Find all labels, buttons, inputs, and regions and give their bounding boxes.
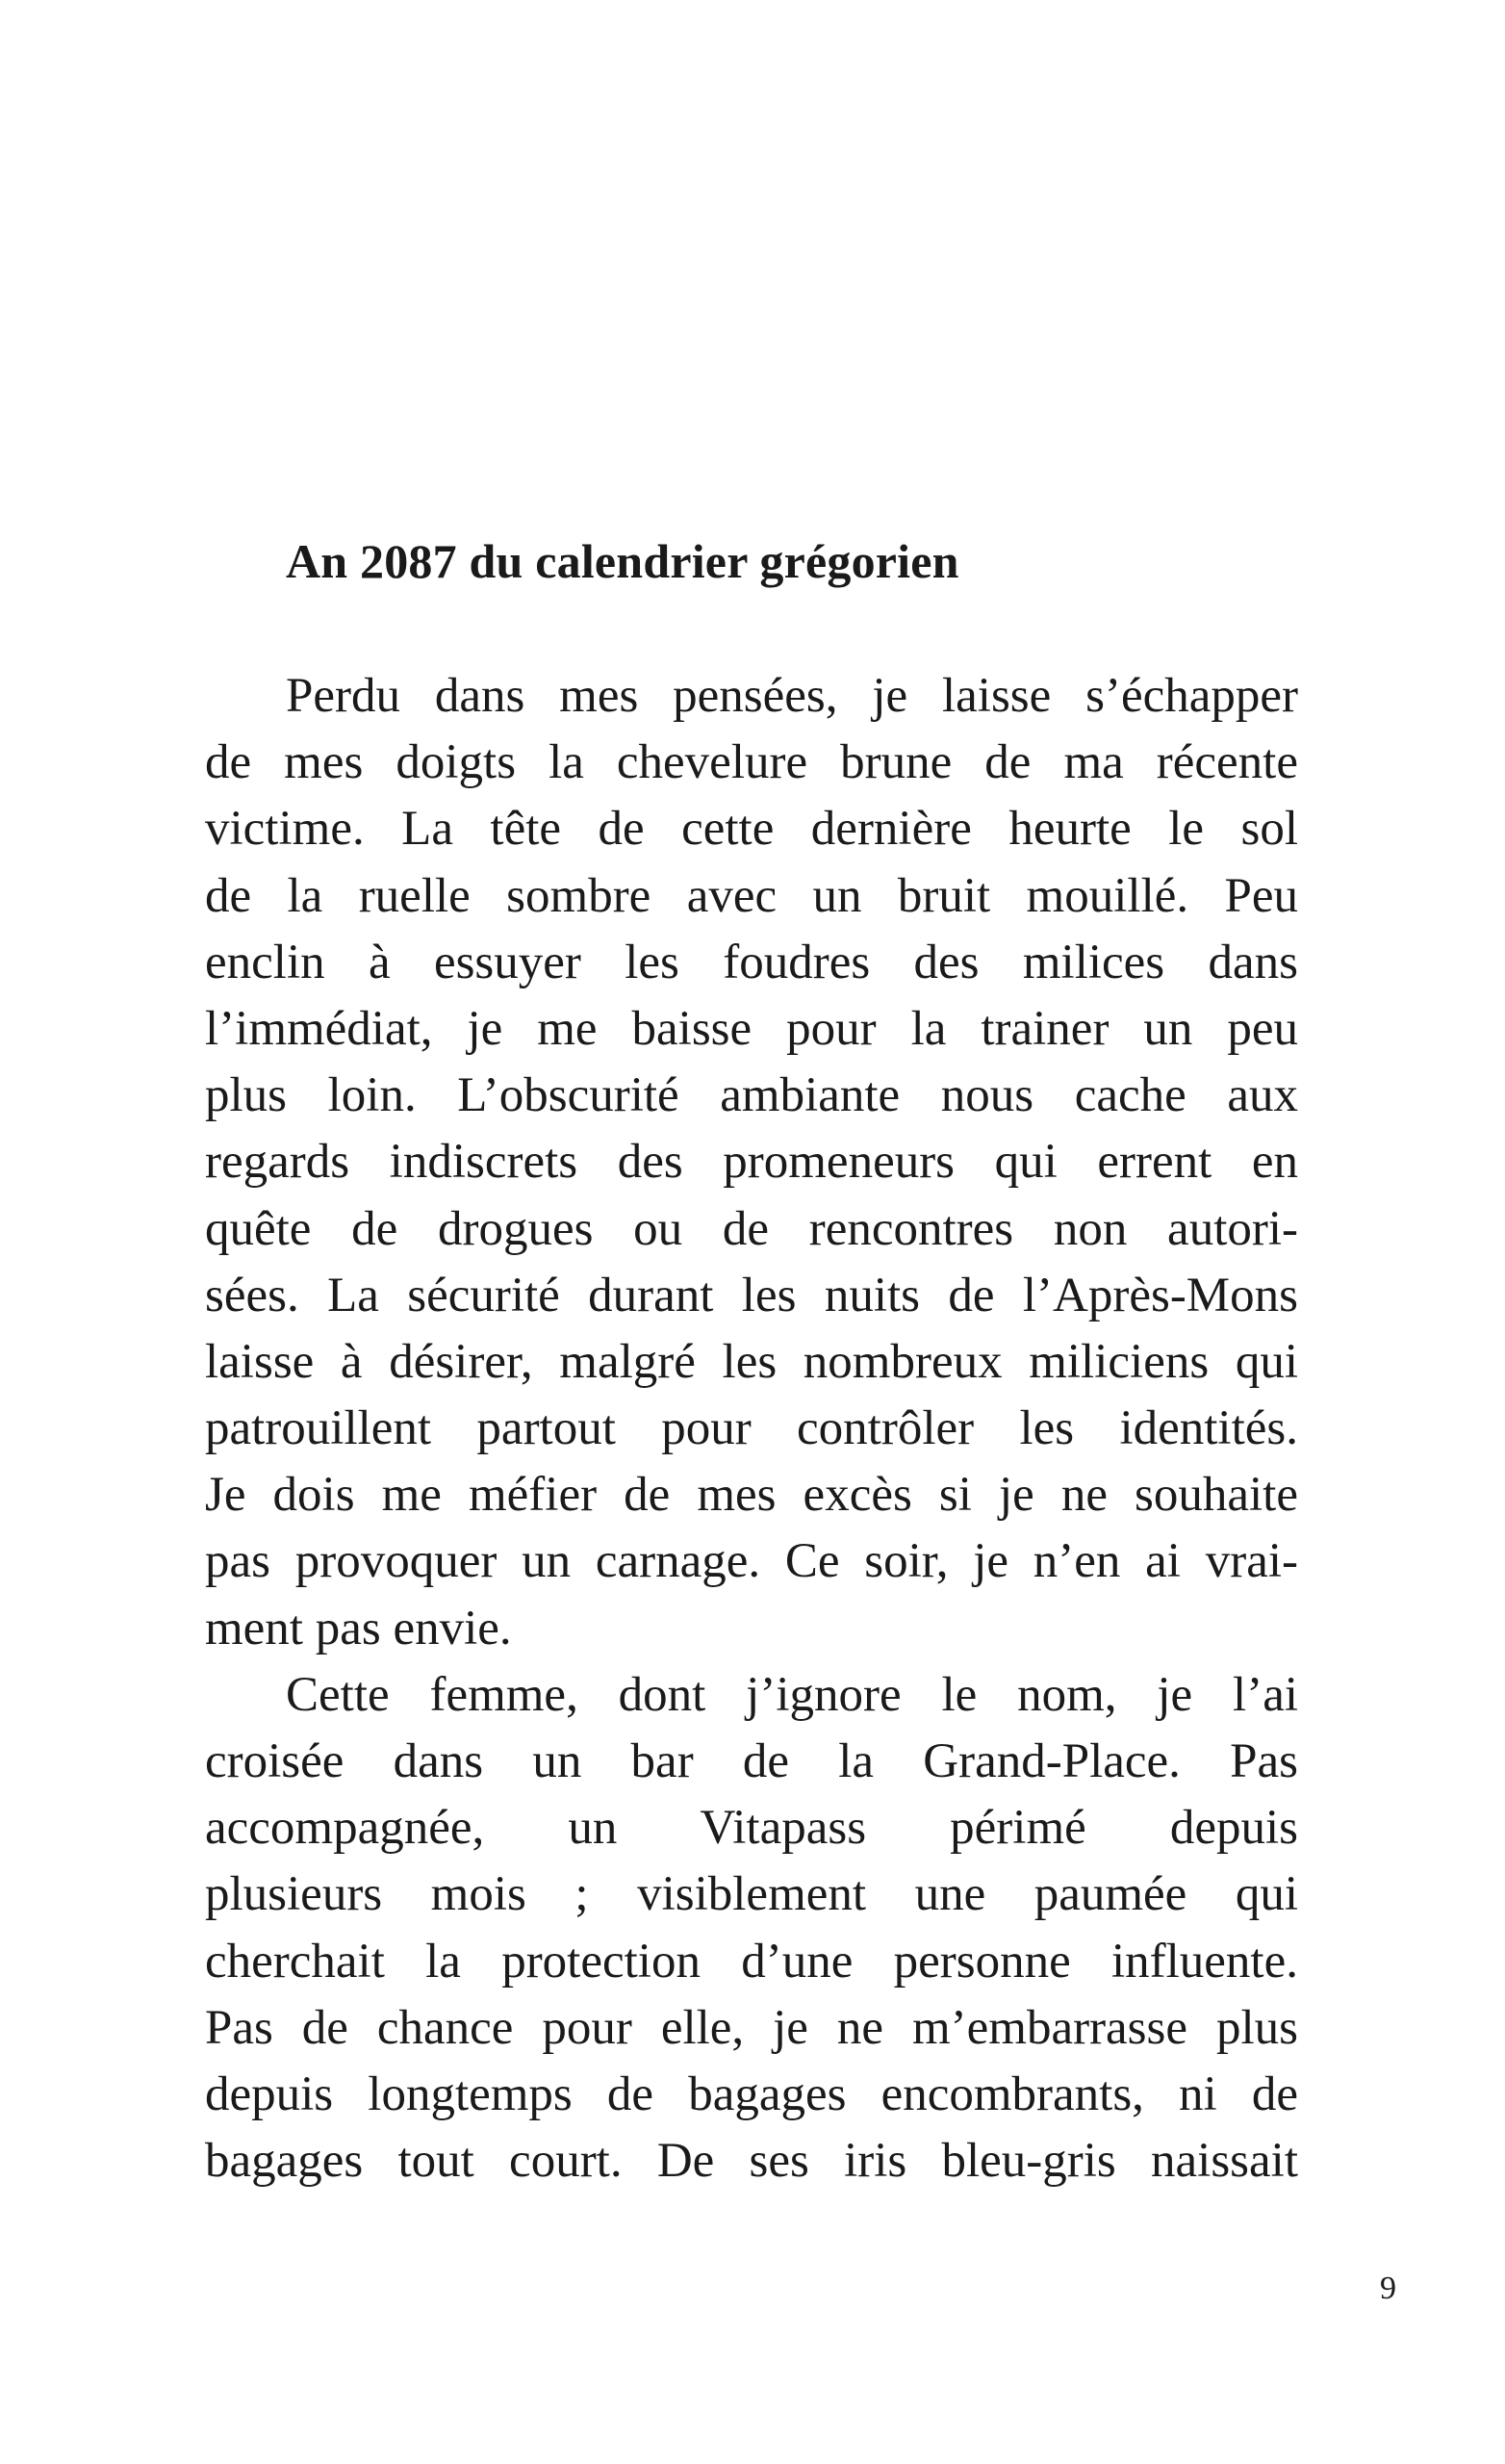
text-line: victime. La tête de cette dernière heurte le sol (205, 802, 1298, 857)
text-line: quête de drogues ou de rencontres non autori- (205, 1201, 1298, 1256)
text-line: ment pas envie. (205, 1601, 512, 1656)
text-line: enclin à essuyer les foudres des milices dans (205, 935, 1298, 989)
text-line: patrouillent partout pour contrôler les identités. (205, 1401, 1298, 1456)
text-line: pas provoquer un carnage. Ce soir, je n’en ai vrai- (205, 1534, 1298, 1589)
text-line: Perdu dans mes pensées, je laisse s’échapper (286, 669, 1298, 723)
text-line: plus loin. L’obscurité ambiante nous cache aux (205, 1068, 1298, 1123)
text-line: sées. La sécurité durant les nuits de l’Après-Mons (205, 1268, 1298, 1322)
body-text (205, 663, 1298, 2194)
text-line: Cette femme, dont j’ignore le nom, je l’ai (286, 1667, 1298, 1722)
text-line: plusieurs mois ; visiblement une paumée qui (205, 1867, 1298, 1922)
text-line: laisse à désirer, malgré les nombreux miliciens qui (205, 1334, 1298, 1389)
text-line: croisée dans un bar de la Grand-Place. Pas (205, 1734, 1298, 1788)
page-number: 9 (1380, 2271, 1396, 2306)
text-line: Pas de chance pour elle, je ne m’embarrasse plus (205, 2000, 1298, 2055)
text-line: bagages tout court. De ses iris bleu-gris naissait (205, 2134, 1298, 2189)
text-line: cherchait la protection d’une personne influente. (205, 1934, 1298, 1989)
text-line: de la ruelle sombre avec un bruit mouillé. Peu (205, 868, 1298, 923)
chapter-title: An 2087 du calendrier grégorien (286, 534, 959, 588)
paragraph-1 (205, 663, 1298, 1662)
text-line: depuis longtemps de bagages encombrants, ni de (205, 2066, 1298, 2121)
text-line: accompagnée, un Vitapass périmé depuis (205, 1801, 1298, 1856)
text-line: regards indiscrets des promeneurs qui errent en (205, 1135, 1298, 1190)
text-line: de mes doigts la chevelure brune de ma récente (205, 735, 1298, 790)
paragraph-2 (205, 1662, 1298, 2195)
text-line: Je dois me méfier de mes excès si je ne souhaite (205, 1468, 1298, 1523)
text-line: l’immédiat, je me baisse pour la trainer un peu (205, 1001, 1298, 1056)
